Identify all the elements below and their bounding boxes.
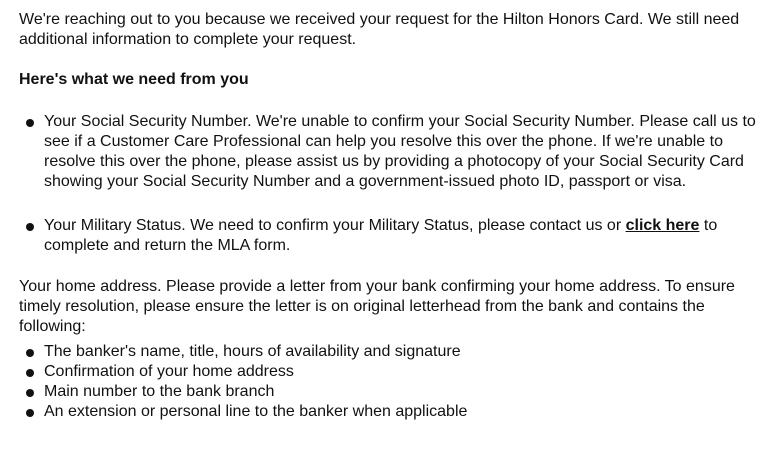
intro-paragraph: We're reaching out to you because we received your request for the Hilton Honors Card. We still need additional information to complete your request. — [19, 11, 740, 48]
needs-list — [19, 112, 771, 256]
list-item-ssn — [19, 112, 771, 192]
bullet-icon — [26, 409, 34, 417]
list-item — [19, 402, 771, 422]
bullet-icon — [26, 119, 34, 127]
military-text-end: to complete and return the MLA form. — [44, 217, 718, 254]
click-here-link[interactable]: click here — [625, 217, 700, 234]
bullet-icon — [26, 369, 34, 377]
list-item-military — [19, 216, 771, 256]
military-text-start: Your Military Status. We need to confirm your Military Status, please contact us or — [44, 217, 626, 234]
bullet-icon — [26, 223, 34, 231]
bullet-icon — [26, 349, 34, 357]
section-heading: Here's what we need from you — [19, 71, 249, 88]
list-item-text: Confirmation of your home address — [44, 363, 294, 380]
bullet-icon — [26, 389, 34, 397]
address-paragraph: Your home address. Please provide a letter from your bank confirming your home address. To ensure timely resolution, please ensure the letter is on original letterhead from the bank and contains the following: — [19, 278, 735, 335]
list-item-text: The banker's name, title, hours of availability and signature — [44, 343, 461, 360]
list-item — [19, 342, 771, 362]
letter-requirements-list — [19, 342, 771, 422]
list-item-text: Main number to the bank branch — [44, 383, 275, 400]
list-item — [19, 362, 771, 382]
list-item-text: An extension or personal line to the banker when applicable — [44, 403, 468, 420]
list-item — [19, 382, 771, 402]
ssn-text: Your Social Security Number. We're unable to confirm your Social Security Number. Please call us to see if a Customer Care Professional can help you resolve this over the phone. If we're unable to resolve this over the phone, please assist us by providing a photocopy of your Social Security Card showing your Social Security Number and a government-issued photo ID, passport or visa. — [44, 113, 756, 190]
